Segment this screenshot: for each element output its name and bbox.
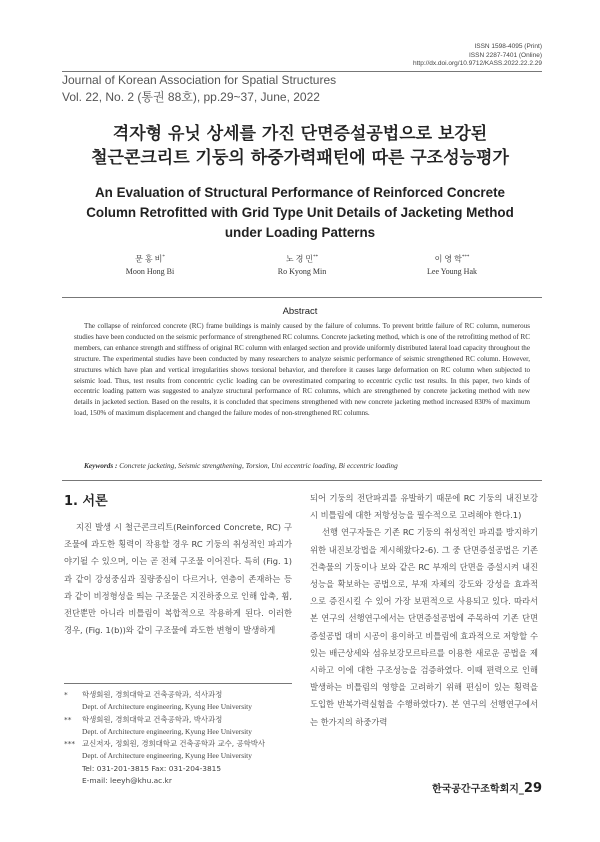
keywords-label: Keywords :: [84, 461, 118, 470]
author-2-kor: 노 경 민: [285, 254, 314, 264]
footnote-2: [64, 714, 314, 739]
korean-title-line2: 철근콘크리트 기둥의 하중가력패턴에 따른 구조성능평가: [91, 148, 509, 168]
author-3-kor: 이 영 학: [434, 254, 462, 264]
english-title-line2: Column Retrofitted with Grid Type Unit Details of Jacketing Method: [86, 205, 514, 220]
author-2-eng: Ro Kyong Min: [277, 266, 327, 276]
footnote-2-mark: **: [64, 714, 72, 724]
abstract-heading: Abstract: [282, 306, 318, 317]
author-1-kor: 문 홍 비: [135, 254, 163, 264]
english-title-line3: under Loading Patterns: [224, 225, 376, 240]
footnote-3-mark: ***: [64, 739, 76, 749]
footer-journal: 한국공간구조학회지_: [431, 784, 524, 795]
abstract-bottom-rule: [62, 480, 542, 481]
contact-email[interactable]: E-mail: leeyh@khu.ac.kr: [82, 776, 172, 786]
author-3: [382, 252, 522, 278]
korean-title: [62, 122, 538, 170]
footnote-1-mark: *: [64, 690, 68, 699]
author-3-mark: ***: [461, 255, 470, 260]
footnotes: [64, 689, 314, 787]
issn-online: ISSN 2287-7401 (Online): [469, 51, 542, 59]
page-footer: [432, 780, 542, 796]
issn-block: [413, 43, 542, 69]
issn-print: ISSN 1598-4095 (Print): [474, 43, 542, 50]
footnote-3-eng: Dept. of Architecture engineering, Kyung Hee University: [82, 751, 252, 761]
korean-title-line1: 격자형 유닛 상세를 가진 단면증설공법으로 보강된: [112, 124, 488, 144]
section-heading-introduction: 1. 서론: [64, 494, 108, 509]
author-2: [232, 252, 372, 278]
footnote-1-eng: Dept. of Architecture engineering, Kyung Hee University: [82, 702, 252, 712]
abstract-text: The collapse of reinforced concrete (RC) frame buildings is mainly caused by the failure of columns. To prevent brittle failure of RC column, numerous studies have been conducted on the seismic performance of strengthened RC columns. Concrete jacketing method, which is one of the retrofitting method of RC members, can enhance strength and stiffness of original RC column with enlarged section and provide uniformly distributed lateral load capacity throughout the structure. The experimental studies have been conducted by many researchers to analyze seismic performance of seismic strengthened RC column. However, structures which have plan and vertical irregularities shows torsional behavior, and therefore it causes large deformation on RC column when subjected to seismic load. Thus, test results from concentric cyclic loading can be overestimated comparing to eccentric cyclic test results. In this paper, two kinds of eccentric loading pattern was suggested to analyze structural performance of RC columns, which are strengthened by concrete jacketing method with new details in jacketed section. Based on the results, it is concluded that specimens strengthened with new concrete jacketing method increased 830% of maximum load, 150% of maximum displacement and changed the failure modes of non-strengthened RC columns.: [74, 322, 530, 418]
volume-line: Vol. 22, No. 2 (통권 88호), pp.29~37, June, 2022: [62, 90, 320, 104]
keywords-list: Concrete jacketing, Seismic strengthening, Torsion, Uni eccentric loading, Bi eccentric loading: [119, 461, 398, 470]
footnote-2-eng: Dept. of Architecture engineering, Kyung Hee University: [82, 726, 252, 736]
contact-tel: Tel: 031-201-3815 Fax: 031-204-3815: [82, 763, 222, 773]
intro-paragraph-right-2: 선행 연구자들은 기존 RC 기둥의 취성적인 파괴를 방지하기 위한 내진보강법을 제시해왔다2-6). 그 중 단면증설공법은 기존 건축물의 기둥이나 보와 같은 RC 부재의 단면을 증설시켜 내진성능을 확보하는 공법으로, 부재 자체의 강도와 강성을 효과적으로 증진시킬 수 있어 가장 보편적으로 사용되고 있다. 따라서 본 연구의 선행연구에서는 단면증설공법에 주목하여 기존 단면증설공법 대비 시공이 용이하고 비틀림에 효과적으로 저항할 수 있는 배근상세와 섬유보강모르타르를 이용한 새로운 공법을 제시하고 이에 대한 구조성능을 검증하였다. 이때 편력으로 인해 발생하는 비틀림의 영향을 고려하기 위해 편심이 있는 횡력을 도입한 반복가력실험을 수행하였다7). 본 연구의 선행연구에서는 한가지의 하중가력: [310, 527, 538, 727]
doi-link[interactable]: http://dx.doi.org/10.9712/KASS.2022.22.2.29: [412, 60, 542, 68]
english-title: [62, 183, 538, 243]
author-1: [80, 252, 220, 278]
journal-name: Journal of Korean Association for Spatial Structures: [62, 73, 337, 87]
header-rule: [62, 71, 542, 72]
footnote-2-kor: 학생회원, 경희대학교 건축공학과, 박사과정: [82, 714, 223, 724]
footnote-rule: [64, 683, 292, 684]
page-number: 29: [523, 781, 542, 796]
author-3-eng: Lee Young Hak: [427, 266, 477, 276]
footnote-1-kor: 학생회원, 경희대학교 건축공학과, 석사과정: [82, 690, 223, 699]
footnote-3: [64, 738, 314, 787]
author-2-mark: **: [313, 255, 319, 260]
abstract-top-rule: [62, 297, 542, 298]
keywords-line: [84, 461, 398, 470]
intro-paragraph-right-1: 되어 기둥의 전단파괴를 유발하기 때문에 RC 기둥의 내진보강 시 비틀림에 대한 저항성능을 필수적으로 고려해야 한다.1): [310, 493, 538, 521]
footnote-1: [64, 689, 314, 714]
intro-paragraph-left: 지진 발생 시 철근콘크리트(Reinforced Concrete, RC) 구조물에 과도한 횡력이 작용할 경우 RC 기둥의 취성적인 파괴가 야기될 수 있으며, 이는 곧 전체 구조물 이어진다. 특히 (Fig. 1)과 같이 강성중심과 질량중심이 다르거나, 연층이 존재하는 등과 같이 비정형성을 띄는 구조물은 지진하중으로 인해 압축, 휨, 전단뿐만 아니라 비틀림이 복합적으로 작용하게 된다. 이러한 경우, (Fig. 1(b))와 같이 구조물에 과도한 변형이 발생하게: [64, 522, 292, 636]
right-column: [310, 490, 538, 731]
left-column: [64, 519, 292, 639]
author-1-eng: Moon Hong Bi: [125, 266, 175, 276]
footnote-3-kor: 교신저자, 정회원, 경희대학교 건축공학과 교수, 공학박사: [82, 739, 266, 749]
author-1-mark: *: [162, 255, 165, 260]
english-title-line1: An Evaluation of Structural Performance of Reinforced Concrete: [95, 185, 505, 200]
